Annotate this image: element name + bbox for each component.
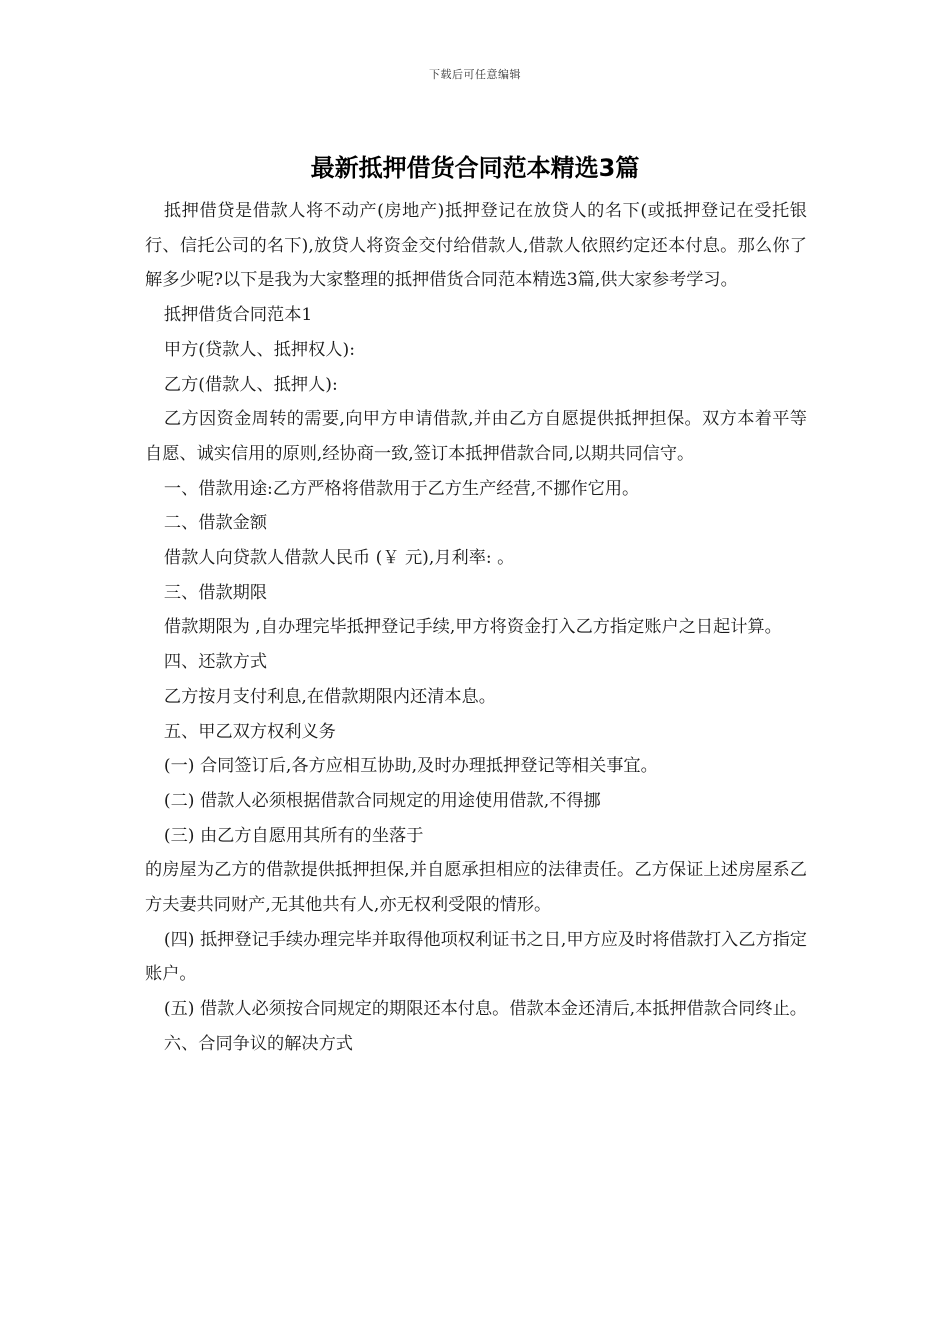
party-a-line: 甲方(贷款人、抵押权人): [163, 339, 355, 360]
party-b-line: 乙方(借款人、抵押人): [163, 374, 338, 395]
clause-rights-2: (二) 借款人必须根据借款合同规定的用途使用借款,不得挪 [163, 790, 601, 811]
clause-loan-term: 借款期限为 ,自办理完毕抵押登记手续,甲方将资金打入乙方指定账户之日起计算。 [163, 617, 782, 638]
clause-heading-rights: 五、甲乙双方权利义务 [163, 721, 336, 742]
clause-heading-dispute: 六、合同争议的解决方式 [163, 1033, 353, 1054]
clause-repayment: 乙方按月支付利息,在借款期限内还清本息。 [163, 686, 496, 707]
clause-loan-purpose: 一、借款用途:乙方严格将借款用于乙方生产经营,不挪作它用。 [163, 478, 640, 499]
clause-rights-3-continued: 的房屋为乙方的借款提供抵押担保,并自愿承担相应的法律责任。乙方保证上述房屋系乙方夫妻共同财产,无其他共有人,亦无权利受限的情形。 [145, 860, 807, 916]
clause-heading-repayment: 四、还款方式 [163, 652, 268, 673]
intro-paragraph: 抵押借贷是借款人将不动产(房地产)抵押登记在放贷人的名下(或抵押登记在受托银行、信托公司的名下),放贷人将资金交付给借款人,借款人依照约定还本付息。那么你了解多少呢?以下是我为大家整理的抵押借货合同范本精选3篇,供大家参考学习。 [145, 201, 807, 291]
preamble-paragraph: 乙方因资金周转的需要,向甲方申请借款,并由乙方自愿提供抵押担保。双方本着平等自愿、诚实信用的原则,经协商一致,签订本抵押借款合同,以期共同信守。 [145, 409, 807, 464]
section-heading-sample-1: 抵押借货合同范本1 [163, 305, 313, 326]
clause-heading-loan-amount: 二、借款金额 [163, 513, 268, 534]
clause-rights-5: (五) 借款人必须按合同规定的期限还本付息。借款本金还清后,本抵押借款合同终止。 [163, 999, 807, 1020]
clause-heading-loan-term: 三、借款期限 [163, 582, 268, 603]
header-note: 下载后可任意编辑 [429, 68, 521, 81]
clause-loan-amount: 借款人向贷款人借款人民币 (￥ 元),月利率: 。 [163, 548, 515, 569]
document-body [145, 194, 807, 1062]
clause-rights-1: (一) 合同签订后,各方应相互协助,及时办理抵押登记等相关事宜。 [163, 756, 658, 777]
clause-rights-3: (三) 由乙方自愿用其所有的坐落于 [163, 825, 424, 846]
document-title: 最新抵押借货合同范本精选3篇 [310, 154, 640, 182]
clause-rights-4: (四) 抵押登记手续办理完毕并取得他项权利证书之日,甲方应及时将借款打入乙方指定账户。 [145, 929, 807, 985]
